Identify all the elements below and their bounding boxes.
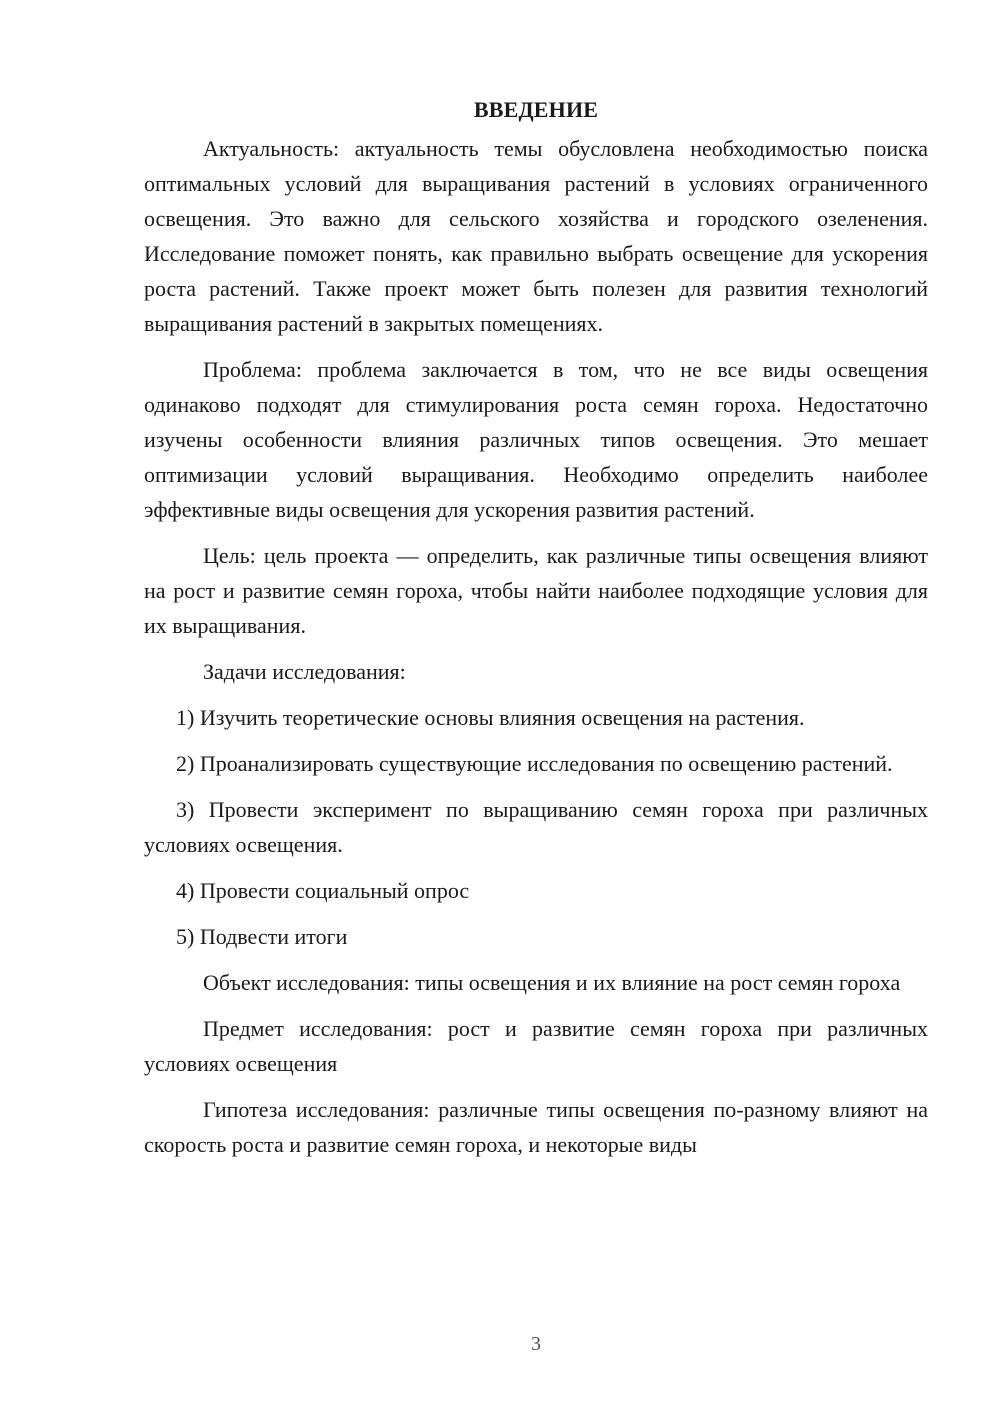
tasks-list [144,700,928,954]
section-title: ВВЕДЕНИЕ [473,97,599,122]
task-item: 4) Провести социальный опрос [176,878,470,903]
paragraph-subject: Предмет исследования: рост и развитие семян гороха при различных условиях освещения [144,1016,928,1076]
paragraph-object: Объект исследования: типы освещения и их влияние на рост семян гороха [203,970,901,995]
document-page [144,92,928,1173]
task-item: 2) Проанализировать существующие исследования по освещению растений. [176,751,893,776]
paragraph-hypothesis: Гипотеза исследования: различные типы освещения по-разному влияют на скорость роста и развитие семян гороха, и некоторые виды [144,1097,928,1157]
paragraph-relevance: Актуальность: актуальность темы обусловлена необходимостью поиска оптимальных условий для выращивания растений в условиях ограниченного освещения. Это важно для сельского хозяйства и городского озеленения. Исследование поможет понять, как правильно выбрать освещение для ускорения роста растений. Также проект может быть полезен для развития технологий выращивания растений в закрытых помещениях. [144,136,928,336]
paragraph-problem: Проблема: проблема заключается в том, что не все виды освещения одинаково подходят для стимулирования роста семян гороха. Недостаточно изучены особенности влияния различных типов освещения. Это мешает оптимизации условий выращивания. Необходимо определить наиболее эффективные виды освещения для ускорения развития растений. [144,357,928,522]
tasks-heading: Задачи исследования: [203,659,406,684]
paragraph-goal: Цель: цель проекта — определить, как различные типы освещения влияют на рост и развитие семян гороха, чтобы найти наиболее подходящие условия для их выращивания. [144,543,928,638]
task-item: 5) Подвести итоги [176,924,348,949]
task-item: 3) Провести эксперимент по выращиванию семян гороха при различных условиях освещения. [144,797,928,857]
page-number: 3 [531,1333,541,1355]
task-item: 1) Изучить теоретические основы влияния освещения на растения. [176,705,805,730]
